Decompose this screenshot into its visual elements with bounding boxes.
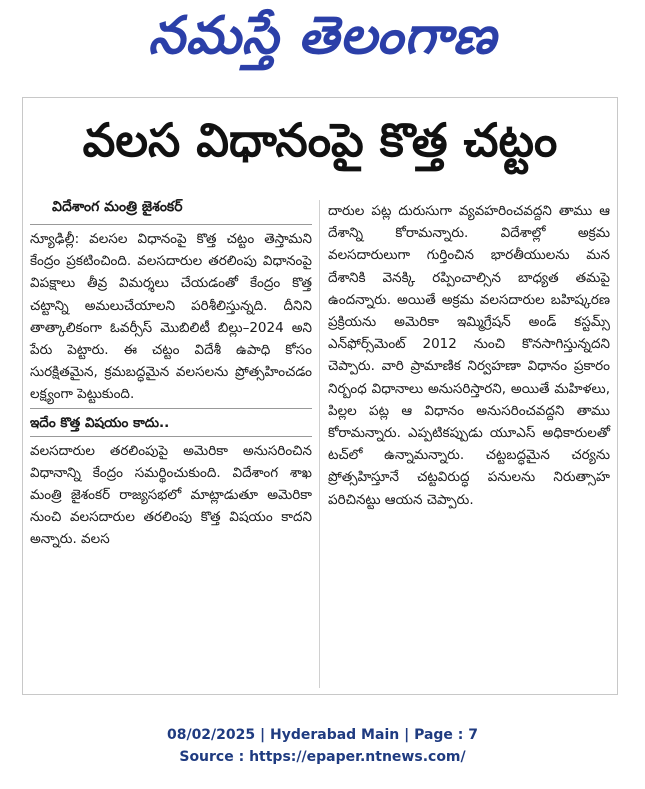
article-paragraph-2: వలసదారుల తరలింపుపై అమెరికా అనుసరించిన విధానాన్ని కేంద్రం సమర్థించుకుంది. విదేశాంగ శాఖ మంత్రి జైశంకర్ రాజ్యసభలో మాట్లాడుతూ అమెరికా నుంచి వలసదారుల తరలింపు కొత్త విషయం కాదని అన్నారు. వలస — [30, 442, 312, 548]
article-subheading: ఇదేం కొత్త విషయం కాదు.. — [30, 414, 170, 431]
byline-rule — [30, 224, 312, 225]
article-paragraph-3: దారుల పట్ల దురుసుగా వ్యవహరించవద్దని తాము ఆ దేశాన్ని కోరామన్నారు. విదేశాల్లో అక్రమ వలసదారులుగా గుర్తించిన భారతీయులను మన దేశానికి వెనక్కి రప్పించాల్సిన బాధ్యత తమపై ఉందన్నారు. అయితే అక్రమ వలసదారుల బహిష్కరణ ప్రక్రియను అమెరికా ఇమ్మిగ్రేషన్ అండ్ కస్టమ్స్ ఎన్‌ఫోర్స్‌మెంట్ 2012 నుంచి కొనసాగిస్తున్నదని చెప్పారు. వారి ప్రామాణిక నిర్వహణా విధానం ప్రకారం నిర్బంధ విధానాలు అనుసరిస్తారని, అయితే మహిళలు, పిల్లల పట్ల ఆ విధానం అనుసరించవద్దని తాము కోరామన్నారు. ఎప్పటికప్పుడు యూఎస్ అధికారులతో టచ్‌లో ఉన్నామన్నారు. చట్టబద్ధమైన చర్యను ప్రోత్సహిస్తూనే చట్టవిరుద్ధ పనులను నిరుత్సాహ పరిచినట్టు ఆయన చెప్పారు. — [328, 203, 610, 508]
article-paragraph-1: న్యూఢిల్లీ: వలసల విధానంపై కొత్త చట్టం తెస్తామని కేంద్రం ప్రకటించింది. వలసదారుల తరలింపు విధానంపై విపక్షాలు తీవ్ర విమర్శలు చేయడంతో కేంద్రం కొత్త చట్టాన్ని అమలుచేయాలని పరిశీలిస్తున్నది. దీనిని తాత్కాలికంగా ఓవర్సీస్ మొబిలిటీ బిల్లు–2024 అని పేరు పెట్టారు. ఈ చట్టం విదేశీ ఉపాధి కోసం సురక్షితమైన, క్రమబద్ధమైన వలసలను ప్రోత్సహించడం లక్ష్యంగా పెట్టుకుంది. — [30, 231, 312, 403]
source-link: Source : https://epaper.ntnews.com/ — [179, 749, 466, 765]
column-divider — [319, 200, 320, 688]
section-rule — [30, 408, 312, 409]
masthead-title: నమస్తే తెలంగాణ — [148, 6, 497, 66]
article-column-left — [30, 196, 312, 551]
subheading-rule — [30, 436, 312, 437]
newspaper-masthead — [0, 0, 645, 85]
article-column-right — [328, 200, 610, 511]
article-byline: విదేశాంగ మంత్రి జైశంకర్ — [52, 199, 183, 215]
publication-info: 08/02/2025 | Hyderabad Main | Page : 7 — [166, 727, 479, 743]
article-headline: వలస విధానంపై కొత్త చట్టం — [82, 113, 558, 167]
